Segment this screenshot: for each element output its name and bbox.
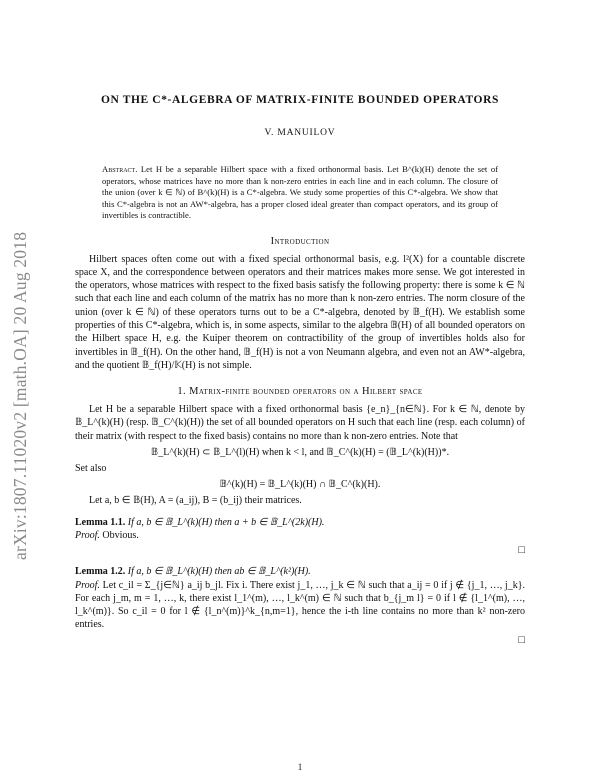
lemma-1-1-label: Lemma 1.1. xyxy=(75,516,126,528)
qed-symbol: □ xyxy=(518,633,525,646)
matrices-text: Let a, b ∈ 𝔹(H), A = (a_ij), B = (b_ij) their matrices. xyxy=(89,495,302,507)
section-1-paragraph: Let H be a separable Hilbert space with a fixed orthonormal basis {e_n}_{n∈ℕ}. For k ∈ ℕ, denote by 𝔹_L^(k)(H) (resp. 𝔹_C^(k)(H)) the set of all bounded operators on H such that each line (resp. each column) of their matrix (with respect to the fixed basis) contains no more than k non-zero entries. Note that xyxy=(75,404,525,442)
abstract xyxy=(102,164,498,222)
intro-heading: Introduction xyxy=(270,235,330,247)
paper-title: ON THE C*-ALGEBRA OF MATRIX-FINITE BOUNDED OPERATORS xyxy=(101,94,499,106)
page-number: 1 xyxy=(297,762,303,772)
lemma-1-1-proof xyxy=(75,529,525,542)
arxiv-id: arXiv:1807.11020v2 [math.OA] 20 Aug 2018 xyxy=(10,231,30,560)
display-equation-2: 𝔹^(k)(H) = 𝔹_L^(k)(H) ∩ 𝔹_C^(k)(H). xyxy=(219,479,381,491)
abstract-label: Abstract. xyxy=(102,164,138,174)
qed-symbol: □ xyxy=(518,544,525,557)
lemma-1-1 xyxy=(75,516,525,529)
lemma-1-2-statement: If a, b ∈ 𝔹_L^(k)(H) then ab ∈ 𝔹_L^(k²)(H). xyxy=(127,566,311,578)
lemma-1-2 xyxy=(75,565,525,578)
display-equation-1: 𝔹_L^(k)(H) ⊂ 𝔹_L^(l)(H) when k < l, and 𝔹_C^(k)(H) = (𝔹_L^(k)(H))*. xyxy=(150,447,450,459)
paper-author: V. MANUILOV xyxy=(264,128,336,138)
lemma-1-2-proof-text: Let c_il = Σ_{j∈ℕ} a_ij b_jl. Fix i. There exist j_1, …, j_k ∈ ℕ such that a_ij = 0 if j ∉ {j_1, …, j_k}. For each j_m, m = 1, …, k, there exist l_1^(m), …, l_k^(m) ∈ ℕ such that b_{j_m l} = 0 if l ∉ {l_1^(m), …, l_k^(m)}. So c_il = 0 for l ∉ {l_n^(m)}^k_{n,m=1}, hence the i-th line contains no more than k² non-zero entries. xyxy=(75,579,525,631)
arxiv-sidebar xyxy=(10,160,32,560)
lemma-1-2-proof xyxy=(75,579,525,632)
lemma-1-2-label: Lemma 1.2. xyxy=(75,566,126,578)
section-1-heading: 1. Matrix-finite bounded operators on a Hilbert space xyxy=(177,386,423,398)
proof-label: Proof. xyxy=(75,579,100,591)
lemma-1-1-statement: If a, b ∈ 𝔹_L^(k)(H) then a + b ∈ 𝔹_L^(2k)(H). xyxy=(127,516,325,528)
paper-page xyxy=(75,94,525,647)
set-also-text: Set also xyxy=(75,463,107,475)
abstract-text: Let H be a separable Hilbert space with a fixed orthonormal basis. Let B^(k)(H) denote the set of operators, whose matrices have no more than k non-zero entries in each line and in each column. The closure of the union (over k ∈ ℕ) of B^(k)(H) is a C*-algebra. We study some properties of this C*-algebra. We show that this C*-algebra is not an AW*-algebra, has a proper closed ideal greater than compact operators, and its group of invertibles is contractible. xyxy=(102,164,498,220)
lemma-1-1-proof-text: Obvious. xyxy=(102,529,139,541)
proof-label: Proof. xyxy=(75,529,100,541)
intro-paragraph: Hilbert spaces often come out with a fixed special orthonormal basis, e.g. l²(X) for a countable discrete space X, and the correspondence between operators and their matrices makes more sense. We got interested in the operators, whose matrices with respect to the fixed basis satisfy the following property: there is some k ∈ ℕ such that each line and each column of the matrix has no more than k non-zero entries. The norm closure of the union (over k ∈ ℕ) of these operators turns out to be a C*-algebra, denoted by 𝔹_f(H). We establish some properties of this C*-algebra, which is, in some aspects, similar to the algebra 𝔹(H) of all bounded operators on the Hilbert space H, e.g. the Kuiper theorem on contractibility of the group of invertibles holds also for invertibles in 𝔹_f(H). On the other hand, 𝔹_f(H) is not a von Neumann algebra, and even not an AW*-algebra, and the quotient 𝔹_f(H)/𝕂(H) is not simple. xyxy=(75,253,525,371)
